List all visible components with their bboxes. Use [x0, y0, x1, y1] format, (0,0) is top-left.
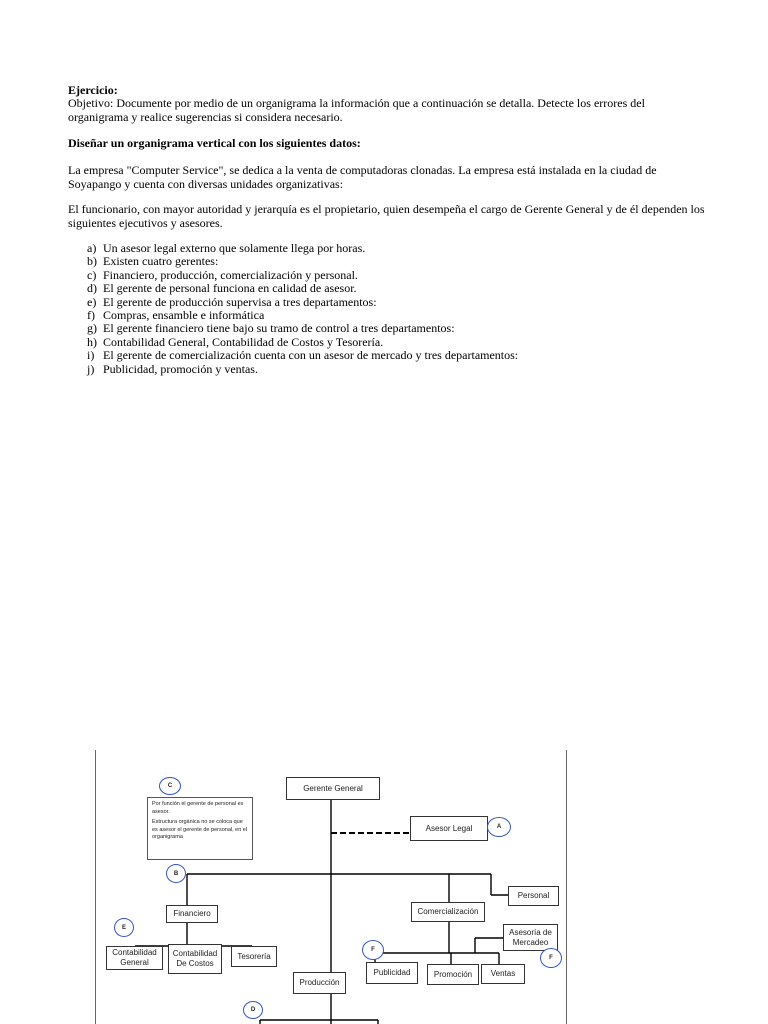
list-item: f) Compras, ensamble e informática — [87, 308, 265, 323]
company-paragraph: La empresa "Computer Service", se dedica a la venta de computadoras clonadas. La empresa está instalada en la ciudad de Soyapango y cuenta con diversas unidades organizativas: — [68, 163, 657, 191]
marker-f-icon: F — [362, 940, 384, 960]
list-item: e) El gerente de producción supervisa a tres departamentos: — [87, 294, 377, 309]
list-item: i) El gerente de comercialización cuenta con un asesor de mercado y tres departamentos: — [87, 348, 519, 363]
gerente-general-box: Gerente General — [286, 777, 380, 800]
objective-text: Objetivo: Documente por medio de un organigrama la información que a continuación se detalla. Detecte los errores del organigrama y realice sugerencias si considera necesario. — [68, 96, 645, 124]
asesor-legal-box: Asesor Legal — [410, 816, 488, 841]
financiero-box: Financiero — [166, 905, 218, 923]
marker-b-icon: B — [166, 864, 186, 883]
produccion-box: Producción — [293, 972, 346, 994]
marker-d-icon: D — [243, 1001, 263, 1019]
list-item: g) El gerente financiero tiene bajo su tramo de control a tres departamentos: — [87, 321, 455, 336]
promocion-box: Promoción — [427, 964, 479, 985]
publicidad-box: Publicidad — [366, 962, 418, 984]
marker-c-icon: C — [159, 777, 181, 795]
marker-f-icon: F — [540, 948, 562, 968]
marker-a-icon: A — [487, 817, 511, 837]
list-item: c) Financiero, producción, comercialización y personal. — [87, 267, 358, 282]
tesoreria-box: Tesorería — [231, 946, 277, 967]
list-item: a) Un asesor legal externo que solamente llega por horas. — [87, 241, 366, 255]
marker-e-icon: E — [114, 918, 134, 937]
contabilidad-costos-box: Contabilidad De Costos — [168, 944, 222, 974]
asesoria-mercadeo-box: Asesoría de Mercadeo — [503, 924, 558, 951]
owner-paragraph: El funcionario, con mayor autoridad y jerarquía es el propietario, quien desempeña el cargo de Gerente General y de él dependen los siguientes ejecutivos y asesores. — [68, 202, 705, 230]
list-item: b) Existen cuatro gerentes: — [87, 254, 219, 269]
ventas-box: Ventas — [481, 964, 525, 984]
annotation-note: Por función el gerente de personal es asesor. Estructura orgánica no se coloca que es asesor el gerente de personal, en el organigrama — [147, 797, 253, 860]
contabilidad-general-box: Contabilidad General — [106, 946, 163, 970]
list-item: h) Contabilidad General, Contabilidad de Costos y Tesorería. — [87, 334, 384, 349]
requirements-list — [68, 242, 708, 376]
comercializacion-box: Comercialización — [411, 902, 485, 922]
org-chart — [95, 750, 568, 1024]
personal-box: Personal — [508, 886, 559, 906]
list-item: d) El gerente de personal funciona en calidad de asesor. — [87, 281, 357, 296]
task-title: Diseñar un organigrama vertical con los siguientes datos: — [68, 136, 361, 150]
exercise-heading: Ejercicio: — [68, 83, 118, 97]
list-item: j) Publicidad, promoción y ventas. — [87, 361, 258, 376]
